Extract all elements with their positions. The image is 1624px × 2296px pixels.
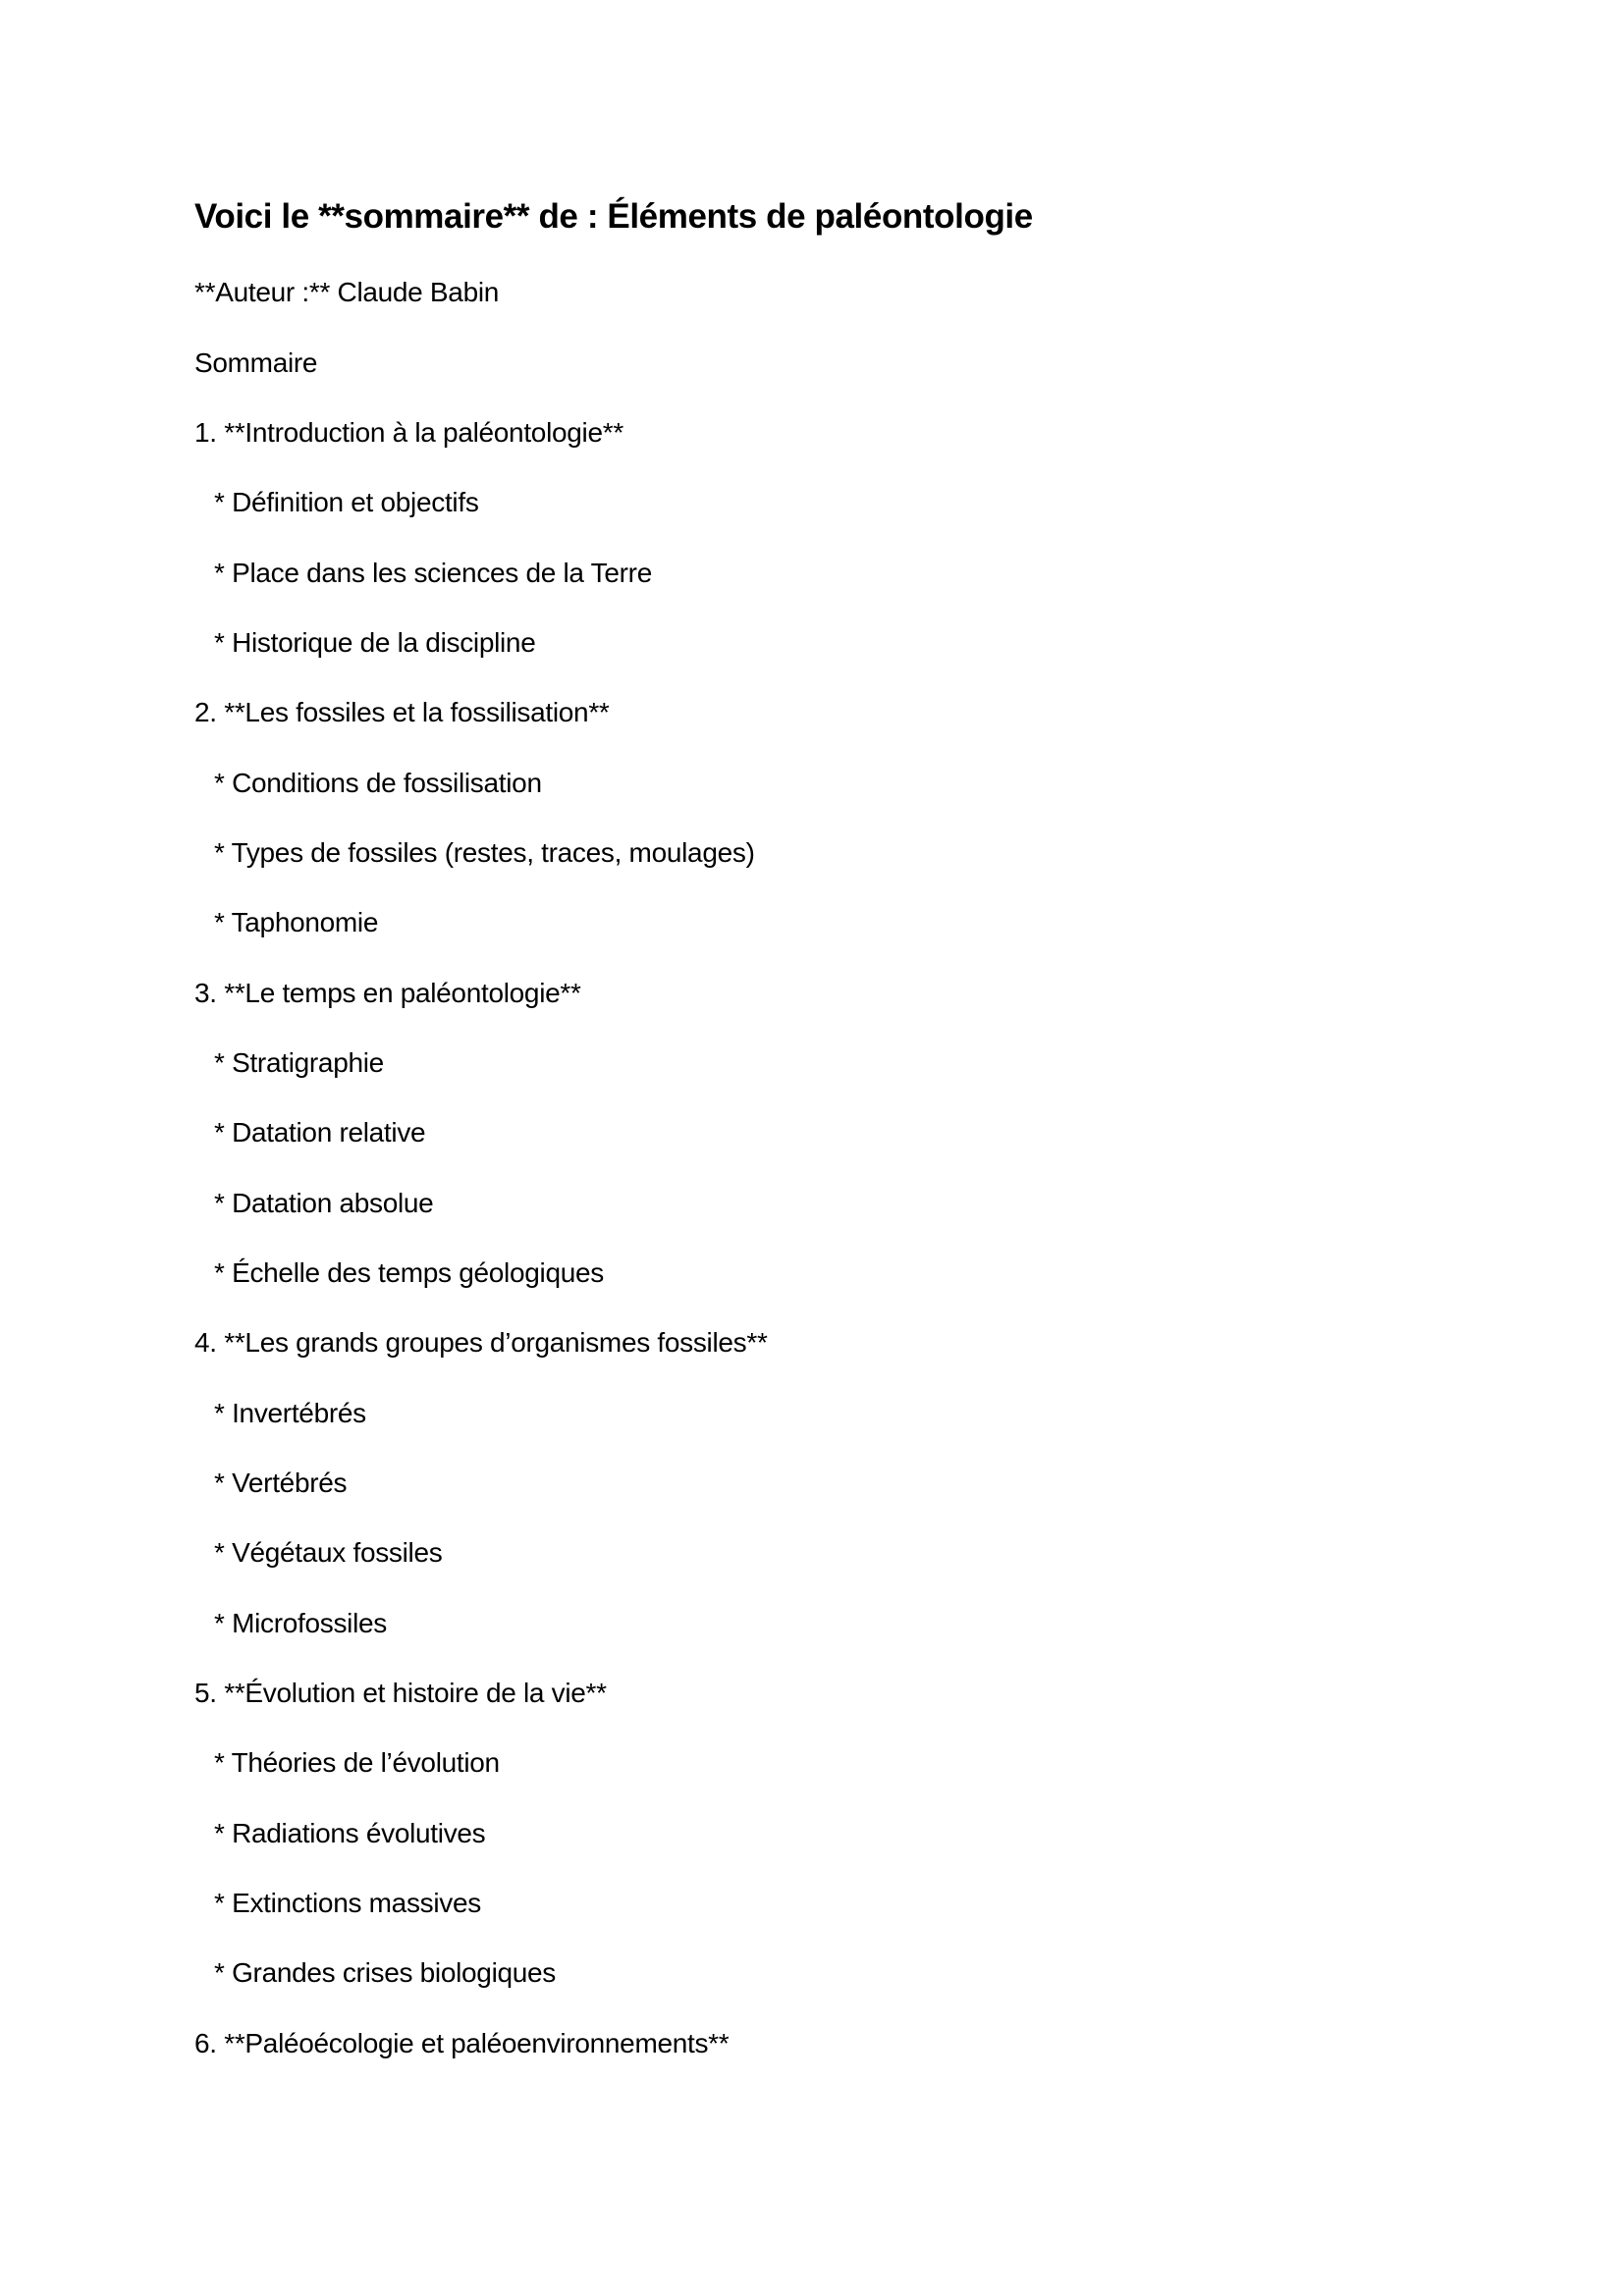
section-item: * Place dans les sciences de la Terre [214, 558, 652, 588]
section-heading: 6. **Paléoécologie et paléoenvironnements** [194, 2028, 730, 2058]
section-item: * Extinctions massives [214, 1888, 481, 1918]
section-item: * Échelle des temps géologiques [214, 1257, 604, 1288]
section-heading: 3. **Le temps en paléontologie** [194, 978, 581, 1008]
document-title: Voici le **sommaire** de : Éléments de paléontologie [194, 197, 1033, 236]
author-line: **Auteur :** Claude Babin [194, 277, 500, 307]
section-item: * Historique de la discipline [214, 627, 536, 658]
section-item: * Invertébrés [214, 1398, 366, 1428]
section-heading: 5. **Évolution et histoire de la vie** [194, 1678, 607, 1708]
section-heading: 4. **Les grands groupes d’organismes fossiles** [194, 1327, 768, 1358]
section-item: * Datation absolue [214, 1188, 434, 1218]
section-item: * Stratigraphie [214, 1047, 384, 1078]
section-heading: 1. **Introduction à la paléontologie** [194, 417, 623, 448]
summary-label: Sommaire [194, 347, 318, 378]
section-item: * Végétaux fossiles [214, 1537, 443, 1568]
section-item: * Définition et objectifs [214, 487, 479, 517]
section-item: * Datation relative [214, 1117, 426, 1148]
section-item: * Radiations évolutives [214, 1818, 486, 1848]
section-item: * Microfossiles [214, 1608, 387, 1638]
section-item: * Vertébrés [214, 1468, 348, 1498]
section-heading: 2. **Les fossiles et la fossilisation** [194, 697, 610, 727]
section-item: * Conditions de fossilisation [214, 768, 542, 798]
section-item: * Taphonomie [214, 907, 379, 937]
section-item: * Types de fossiles (restes, traces, moulages) [214, 837, 755, 868]
section-item: * Théories de l’évolution [214, 1747, 500, 1778]
section-item: * Grandes crises biologiques [214, 1957, 557, 1988]
